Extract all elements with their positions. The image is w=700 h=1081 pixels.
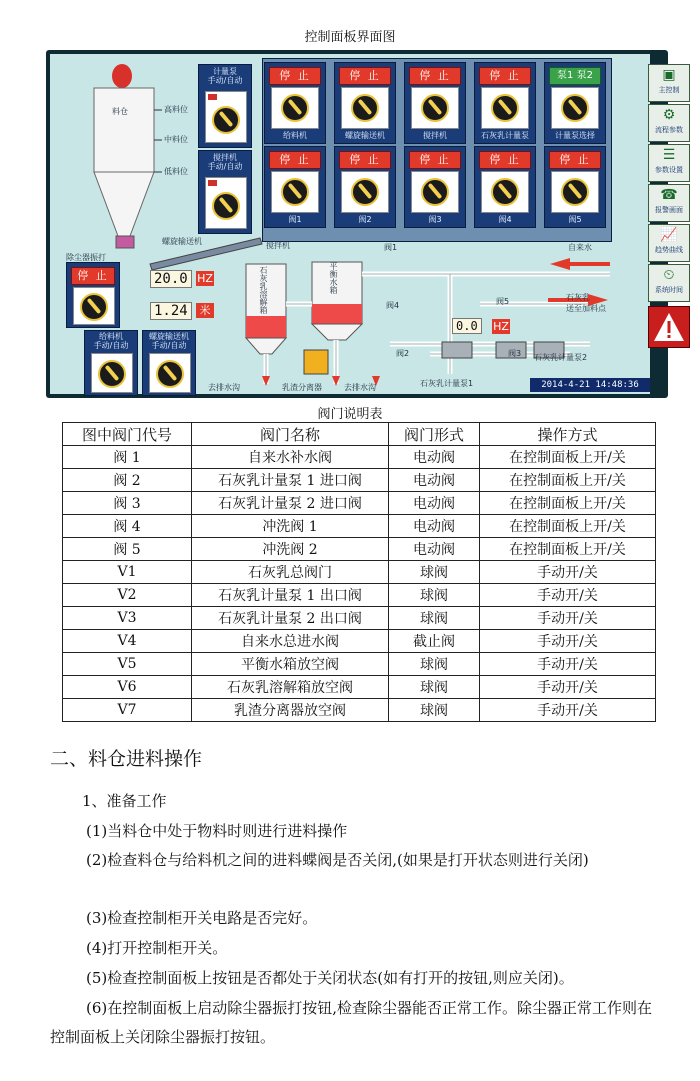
knob-icon[interactable] — [156, 360, 184, 388]
table-cell: 在控制面板上开/关 — [480, 469, 656, 492]
valve-knob-box[interactable] — [481, 171, 529, 213]
table-cell: 手动开/关 — [480, 676, 656, 699]
trend-icon: 📈 — [660, 227, 678, 243]
table-cell: 手动开/关 — [480, 584, 656, 607]
side-settings[interactable]: ☰ 参数设置 — [648, 144, 690, 182]
device-label: 计量泵选择 — [555, 131, 595, 140]
table-cell: 在控制面板上开/关 — [480, 515, 656, 538]
step-1: (1)当料仓中处于物料时则进行进料操作 — [86, 822, 348, 840]
feeder-auto-label: 给料机 手动/自动 — [93, 332, 129, 350]
valve-label: 阀3 — [428, 215, 442, 224]
knob-icon[interactable] — [351, 94, 379, 122]
table-row — [63, 492, 656, 515]
table-cell: 电动阀 — [389, 469, 480, 492]
table-row — [63, 607, 656, 630]
separator-icon — [304, 350, 328, 374]
table-cell: 阀 5 — [63, 538, 192, 561]
screw-auto-panel[interactable] — [142, 330, 196, 396]
valve-panel[interactable] — [404, 146, 466, 228]
process-icon: ⚙ — [662, 107, 676, 123]
table-cell: 石灰乳溶解箱放空阀 — [192, 676, 389, 699]
table-cell: 球阀 — [389, 584, 480, 607]
pump1-label: 石灰乳计量泵1 — [420, 379, 474, 388]
table-cell: 石灰乳计量泵 2 出口阀 — [192, 607, 389, 630]
table-cell: 手动开/关 — [480, 561, 656, 584]
knob-icon[interactable] — [281, 178, 309, 206]
pump2-label: 石灰乳计量泵2 — [534, 353, 588, 362]
valve-tag-2: 阀2 — [396, 349, 410, 358]
device-label: 搅拌机 — [423, 131, 447, 140]
valve-tag-3: 阀3 — [508, 349, 522, 358]
step-5: (5)检查控制面板上按钮是否都处于关闭状态(如有打开的按钮,则应关闭)。 — [86, 969, 574, 987]
table-cell: V4 — [63, 630, 192, 653]
tap-water-label: 自来水 — [568, 243, 592, 252]
table-cell: 在控制面板上开/关 — [480, 492, 656, 515]
screw-knob-box[interactable] — [149, 353, 191, 393]
level-mid: 中料位 — [164, 135, 188, 144]
mixer-auto-panel[interactable] — [198, 150, 252, 234]
side-main-control[interactable]: ▣ 主控制 — [648, 64, 690, 102]
device-label: 给料机 — [283, 131, 307, 140]
device-stop-button[interactable]: 泵1 泵2 — [549, 67, 601, 85]
feeder-icon — [116, 236, 134, 248]
knob-icon[interactable] — [561, 178, 589, 206]
freq-unit: HZ — [197, 272, 213, 285]
settings-icon: ☰ — [662, 147, 676, 163]
valve-panel[interactable] — [544, 146, 606, 228]
device-panel[interactable] — [474, 62, 536, 144]
table-cell: 球阀 — [389, 676, 480, 699]
level-readout: 1.24 — [150, 302, 192, 320]
valve-panel[interactable] — [334, 146, 396, 228]
figure-caption: 控制面板界面图 — [304, 30, 396, 45]
valve-label: 阀5 — [568, 215, 582, 224]
valve-tag-1: 阀1 — [384, 243, 398, 252]
table-cell: 阀 4 — [63, 515, 192, 538]
dust-panel[interactable] — [66, 262, 120, 328]
table-row — [63, 630, 656, 653]
side-process-params[interactable]: ⚙ 流程参数 — [648, 104, 690, 142]
inflow-arrow-icon — [550, 258, 570, 270]
freq-readout: 20.0 — [150, 270, 192, 288]
knob-icon[interactable] — [98, 360, 126, 388]
pump-knob-box[interactable] — [205, 91, 247, 143]
device-panel[interactable] — [264, 62, 326, 144]
clock-icon: ⏲ — [663, 267, 675, 283]
knob-icon[interactable] — [421, 178, 449, 206]
table-cell: 平衡水箱放空阀 — [192, 653, 389, 676]
device-knob-box[interactable] — [481, 87, 529, 129]
pump-auto-panel[interactable] — [198, 64, 252, 148]
table-cell: 冲洗阀 1 — [192, 515, 389, 538]
lime-tank-label: 石灰乳溶解箱 — [259, 266, 268, 314]
silo-cone — [94, 172, 154, 236]
step-3: (3)检查控制柜开关电路是否完好。 — [86, 909, 318, 927]
side-alarm[interactable]: ☎ 报警画面 — [648, 184, 690, 222]
table-cell: V3 — [63, 607, 192, 630]
pump-freq-unit: HZ — [493, 320, 509, 333]
table-cell: 自来水补水阀 — [192, 446, 389, 469]
device-stop-button[interactable]: 停 止 — [339, 67, 391, 85]
device-label: 石灰乳计量泵 — [481, 131, 529, 140]
valve-stop-button[interactable]: 停 止 — [339, 151, 391, 169]
col-header: 阀门形式 — [389, 423, 480, 446]
feeder-auto-panel[interactable] — [84, 330, 138, 396]
table-row — [63, 469, 656, 492]
table-cell: 电动阀 — [389, 515, 480, 538]
device-label: 螺旋输送机 — [345, 131, 385, 140]
level-unit: 米 — [196, 303, 214, 318]
knob-icon[interactable] — [212, 192, 240, 220]
screw-conveyor-label: 螺旋输送机 — [162, 237, 202, 246]
table-cell: 阀 2 — [63, 469, 192, 492]
pump-freq-readout: 0.0 — [452, 318, 482, 334]
table-cell: 手动开/关 — [480, 699, 656, 722]
drain1-label: 去排水沟 — [208, 383, 240, 392]
table-cell: 球阀 — [389, 699, 480, 722]
side-trend[interactable]: 📈 趋势曲线 — [648, 224, 690, 262]
table-cell: 电动阀 — [389, 492, 480, 515]
dust-knob-box[interactable] — [73, 287, 115, 325]
warning-button[interactable] — [648, 306, 690, 348]
table-row — [63, 515, 656, 538]
knob-icon[interactable] — [80, 293, 108, 321]
drain2-label: 去排水沟 — [344, 383, 376, 392]
step-4: (4)打开控制柜开关。 — [86, 939, 228, 957]
valve-knob-box[interactable] — [411, 171, 459, 213]
table-cell: 手动开/关 — [480, 630, 656, 653]
table-cell: 石灰乳计量泵 1 进口阀 — [192, 469, 389, 492]
level-high: 高料位 — [164, 105, 188, 114]
device-knob-box[interactable] — [271, 87, 319, 129]
table-cell: 手动开/关 — [480, 653, 656, 676]
knob-icon[interactable] — [281, 94, 309, 122]
valve-panel[interactable] — [474, 146, 536, 228]
table-cell: 手动开/关 — [480, 607, 656, 630]
table-cell: 石灰乳总阀门 — [192, 561, 389, 584]
silo-label: 料仓 — [112, 107, 128, 116]
device-knob-box[interactable] — [341, 87, 389, 129]
device-stop-button[interactable]: 停 止 — [479, 67, 531, 85]
table-cell: 阀 1 — [63, 446, 192, 469]
step-6: (6)在控制面板上启动除尘器振打按钮,检查除尘器能否正常工作。除尘器正常工作则在控制面板上关闭除尘器振打按钮。 — [50, 999, 653, 1046]
pump-auto-label: 计量泵 手动/自动 — [207, 67, 243, 85]
table-cell: 在控制面板上开/关 — [480, 446, 656, 469]
warning-icon — [649, 307, 689, 347]
col-header: 图中阀门代号 — [63, 423, 192, 446]
valve-label: 阀1 — [288, 215, 302, 224]
table-row — [63, 561, 656, 584]
table-header-row — [63, 423, 656, 446]
step-2: (2)检查料仓与给料机之间的进料蝶阀是否关闭,(如果是打开状态则进行关闭) — [86, 851, 589, 869]
subsection-title: 1、准备工作 — [82, 792, 167, 810]
valve-stop-button[interactable]: 停 止 — [409, 151, 461, 169]
table-cell: 石灰乳计量泵 1 出口阀 — [192, 584, 389, 607]
valve-tag-5: 阀5 — [496, 297, 510, 306]
table-cell: 阀 3 — [63, 492, 192, 515]
valve-stop-button[interactable]: 停 止 — [479, 151, 531, 169]
valve-knob-box[interactable] — [271, 171, 319, 213]
table-cell: 在控制面板上开/关 — [480, 538, 656, 561]
datetime-bar: 2014-4-21 14:48:36 — [530, 378, 650, 392]
valve-table — [62, 422, 656, 722]
section-title: 二、料仓进料操作 — [50, 748, 203, 770]
table-cell: 电动阀 — [389, 538, 480, 561]
level-low: 低料位 — [164, 167, 188, 176]
screw-auto-label: 螺旋输送机 手动/自动 — [149, 332, 189, 350]
table-row — [63, 676, 656, 699]
side-time[interactable]: ⏲ 系统时间 — [648, 264, 690, 302]
table-cell: 球阀 — [389, 607, 480, 630]
silo-top-icon — [112, 64, 132, 88]
knob-icon[interactable] — [421, 94, 449, 122]
table-cell: 自来水总进水阀 — [192, 630, 389, 653]
valve-tag-4: 阀4 — [386, 301, 400, 310]
table-cell: 球阀 — [389, 561, 480, 584]
alarm-icon: ☎ — [660, 187, 678, 203]
knob-icon[interactable] — [491, 178, 519, 206]
valve-knob-box[interactable] — [341, 171, 389, 213]
device-panel[interactable] — [334, 62, 396, 144]
table-cell: 球阀 — [389, 653, 480, 676]
mixer-auto-label: 搅拌机 手动/自动 — [207, 153, 243, 171]
device-knob-box[interactable] — [411, 87, 459, 129]
balance-tank-label: 平衡水箱 — [329, 262, 338, 294]
table-row — [63, 584, 656, 607]
valve-label: 阀2 — [358, 215, 372, 224]
mixer-label: 搅拌机 — [266, 241, 290, 250]
mixer-knob-box[interactable] — [205, 177, 247, 229]
separator-label: 乳渣分离器 — [282, 383, 322, 392]
table-cell: V2 — [63, 584, 192, 607]
table-caption: 阀门说明表 — [317, 407, 383, 422]
feeder-knob-box[interactable] — [91, 353, 133, 393]
valve-knob-box[interactable] — [551, 171, 599, 213]
valve-stop-button[interactable]: 停 止 — [269, 151, 321, 169]
knob-icon[interactable] — [491, 94, 519, 122]
table-cell: 冲洗阀 2 — [192, 538, 389, 561]
valve-label: 阀4 — [498, 215, 512, 224]
table-row — [63, 699, 656, 722]
knob-icon[interactable] — [561, 94, 589, 122]
device-panel[interactable] — [404, 62, 466, 144]
silo-body — [94, 88, 154, 172]
table-cell: 截止阀 — [389, 630, 480, 653]
dust-stop-button[interactable]: 停 止 — [71, 267, 115, 285]
device-panel[interactable] — [544, 62, 606, 144]
table-row — [63, 653, 656, 676]
table-cell: 电动阀 — [389, 446, 480, 469]
knob-icon[interactable] — [351, 178, 379, 206]
table-cell: V5 — [63, 653, 192, 676]
dust-label: 除尘器振打 — [66, 253, 106, 262]
col-header: 阀门名称 — [192, 423, 389, 446]
device-stop-button[interactable]: 停 止 — [269, 67, 321, 85]
table-cell: V1 — [63, 561, 192, 584]
table-row — [63, 538, 656, 561]
col-header: 操作方式 — [480, 423, 656, 446]
knob-icon[interactable] — [212, 106, 240, 134]
pump1-icon — [442, 342, 472, 358]
table-cell: 乳渣分离器放空阀 — [192, 699, 389, 722]
valve-panel[interactable] — [264, 146, 326, 228]
device-stop-button[interactable]: 停 止 — [409, 67, 461, 85]
table-cell: 石灰乳计量泵 2 进口阀 — [192, 492, 389, 515]
table-cell: V7 — [63, 699, 192, 722]
table-row — [63, 446, 656, 469]
lime-point-label: 石灰乳 送至加料点 — [566, 293, 606, 313]
monitor-icon: ▣ — [662, 67, 676, 83]
table-cell: V6 — [63, 676, 192, 699]
device-knob-box[interactable] — [551, 87, 599, 129]
valve-stop-button[interactable]: 停 止 — [549, 151, 601, 169]
